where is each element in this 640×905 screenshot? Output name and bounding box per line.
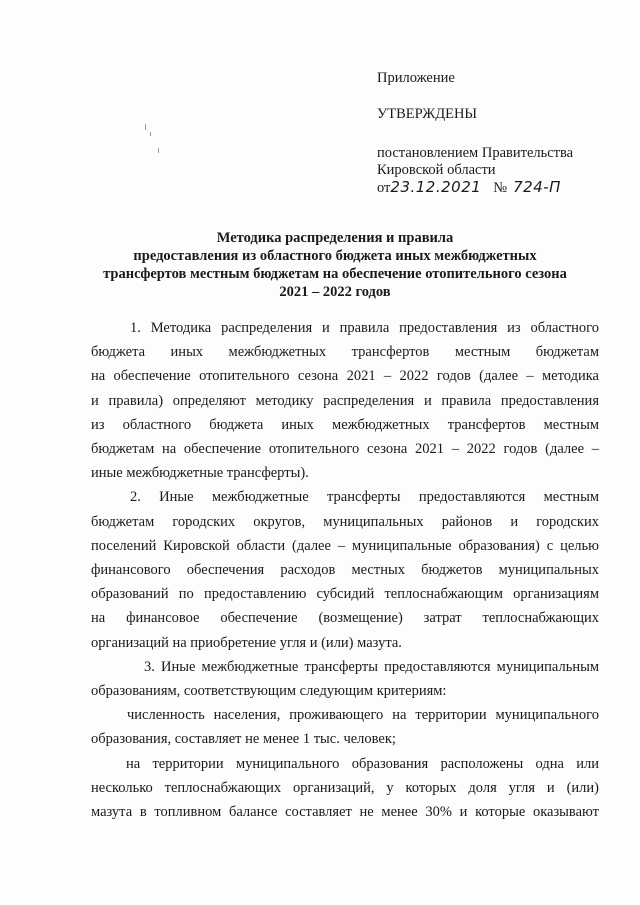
resolution-line-1: постановлением Правительства xyxy=(377,145,574,161)
text-line: численность населения, проживающего на территории муниципального xyxy=(127,707,599,724)
text-line: мазута в топливном балансе составляет не менее 30% и которые оказывают xyxy=(91,804,599,821)
title-line: Методика распределения и правила xyxy=(216,230,454,246)
text-line: иные межбюджетные трансферты). xyxy=(91,465,309,482)
handwritten-number: 724-П xyxy=(513,178,561,196)
text-line: 3. Иные межбюджетные трансферты предоставляются муниципальным xyxy=(144,658,599,675)
resolution-date-line xyxy=(377,179,617,197)
text-line: финансового обеспечения расходов местных бюджетов муниципальных xyxy=(91,562,599,579)
text-line: 2. Иные межбюджетные трансферты предоставляются местным xyxy=(130,489,599,506)
document-body xyxy=(91,316,599,824)
appendix-label: Приложение xyxy=(377,70,455,86)
text-line: бюджета иных межбюджетных трансфертов местным бюджетам xyxy=(91,344,599,361)
number-sign: № xyxy=(493,180,508,196)
title-line: 2021 – 2022 годов xyxy=(279,284,391,300)
text-line: и правила) определяют методику распределения и правила предоставления xyxy=(91,392,599,409)
paragraph-2 xyxy=(91,485,599,654)
text-line: несколько теплоснабжающих организаций, у которых доля угля и (или) xyxy=(91,779,599,796)
text-line: образования, составляет не менее 1 тыс. человек; xyxy=(91,731,396,748)
text-line: образованиям, соответствующим следующим критериям: xyxy=(91,683,447,700)
approved-label: УТВЕРЖДЕНЫ xyxy=(377,106,478,122)
text-line: организаций на приобретение угля и (или) мазута. xyxy=(91,634,402,651)
paragraph-1 xyxy=(91,316,599,485)
date-prefix: от xyxy=(377,180,391,196)
scan-mark xyxy=(150,132,151,136)
text-line: 1. Методика распределения и правила предоставления из областного xyxy=(130,320,599,336)
resolution-line-2: Кировской области xyxy=(377,162,496,178)
text-line: поселений Кировской области (далее – муниципальные образования) с целью xyxy=(91,537,599,554)
text-line: на обеспечение отопительного сезона 2021 – 2022 годов (далее – методика xyxy=(91,368,599,385)
approval-block xyxy=(377,70,617,197)
title-line: предоставления из областного бюджета иных межбюджетных xyxy=(133,248,537,264)
text-line: из областного бюджета иных межбюджетных трансфертов местным xyxy=(91,416,599,433)
scan-mark xyxy=(158,148,159,153)
text-line: бюджетам на обеспечение отопительного сезона 2021 – 2022 годов (далее – xyxy=(91,441,599,458)
text-line: на территории муниципального образования расположены одна или xyxy=(126,755,599,772)
paragraph-5 xyxy=(91,752,599,825)
document-title xyxy=(70,229,600,301)
text-line: бюджетам городских округов, муниципальных районов и городских xyxy=(91,513,599,530)
paragraph-3 xyxy=(91,655,599,703)
paragraph-4 xyxy=(91,703,599,751)
text-line: образований по предоставлению субсидий теплоснабжающим организациям xyxy=(91,586,599,603)
text-line: на финансовое обеспечение (возмещение) затрат теплоснабжающих xyxy=(91,610,599,627)
title-line: трансфертов местным бюджетам на обеспечение отопительного сезона xyxy=(103,266,567,282)
handwritten-date: 23.12.2021 xyxy=(390,178,482,196)
scan-mark xyxy=(145,124,146,130)
